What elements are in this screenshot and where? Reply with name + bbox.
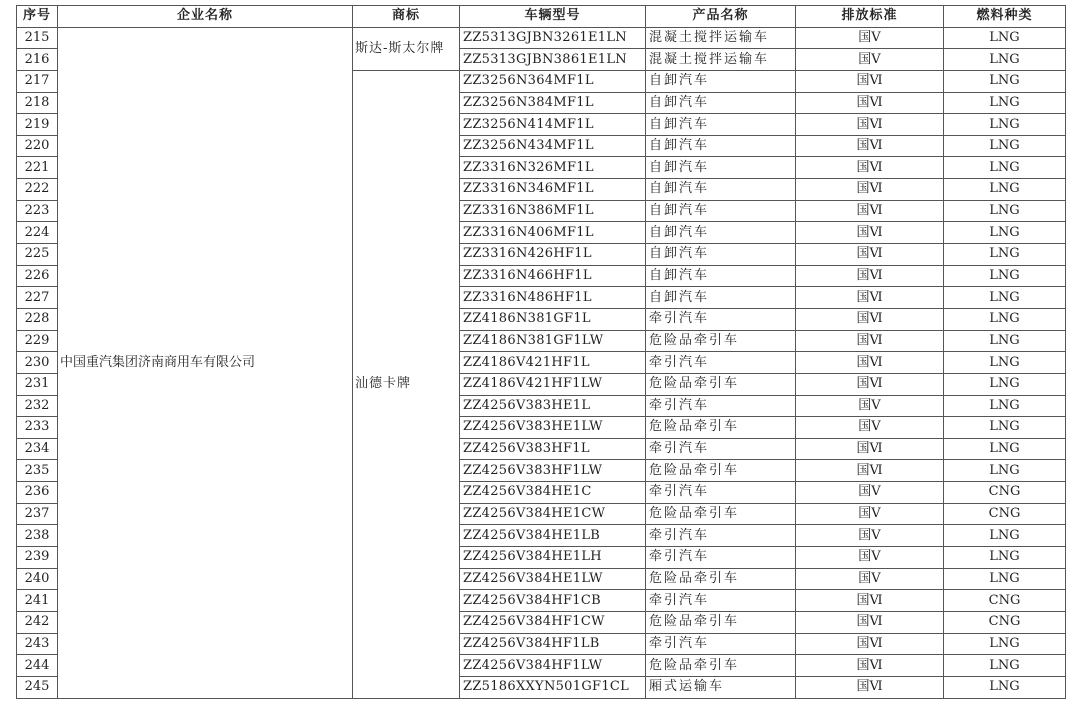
seq-cell: 224 — [17, 222, 58, 244]
emission-standard-cell: 国Ⅴ — [796, 417, 944, 439]
seq-cell: 225 — [17, 244, 58, 266]
emission-standard-cell: 国Ⅴ — [796, 395, 944, 417]
seq-cell: 218 — [17, 92, 58, 114]
emission-standard-cell: 国Ⅵ — [796, 438, 944, 460]
fuel-type-cell: LNG — [944, 200, 1066, 222]
seq-cell: 241 — [17, 590, 58, 612]
product-name-cell: 自卸汽车 — [646, 92, 796, 114]
product-name-cell: 自卸汽车 — [646, 244, 796, 266]
fuel-type-cell: LNG — [944, 373, 1066, 395]
emission-standard-cell: 国Ⅵ — [796, 373, 944, 395]
fuel-type-cell: LNG — [944, 308, 1066, 330]
seq-cell: 234 — [17, 438, 58, 460]
seq-cell: 236 — [17, 482, 58, 504]
product-name-cell: 自卸汽车 — [646, 200, 796, 222]
product-name-cell: 厢式运输车 — [646, 676, 796, 698]
emission-standard-cell: 国Ⅵ — [796, 655, 944, 677]
seq-cell: 229 — [17, 330, 58, 352]
model-cell: ZZ4186V421HF1LW — [460, 373, 646, 395]
fuel-type-cell: LNG — [944, 395, 1066, 417]
product-name-cell: 牵引汽车 — [646, 308, 796, 330]
header-seq: 序号 — [17, 6, 58, 28]
product-name-cell: 混凝土搅拌运输车 — [646, 27, 796, 49]
emission-standard-cell: 国Ⅴ — [796, 568, 944, 590]
emission-standard-cell: 国Ⅵ — [796, 70, 944, 92]
seq-cell: 219 — [17, 114, 58, 136]
emission-standard-cell: 国Ⅵ — [796, 308, 944, 330]
fuel-type-cell: LNG — [944, 157, 1066, 179]
model-cell: ZZ4186N381GF1L — [460, 308, 646, 330]
model-cell: ZZ4256V384HE1CW — [460, 503, 646, 525]
product-name-cell: 危险品牵引车 — [646, 611, 796, 633]
fuel-type-cell: LNG — [944, 222, 1066, 244]
fuel-type-cell: LNG — [944, 287, 1066, 309]
emission-standard-cell: 国Ⅵ — [796, 676, 944, 698]
product-name-cell: 牵引汽车 — [646, 482, 796, 504]
fuel-type-cell: LNG — [944, 417, 1066, 439]
emission-standard-cell: 国Ⅵ — [796, 287, 944, 309]
emission-standard-cell: 国Ⅴ — [796, 27, 944, 49]
emission-standard-cell: 国Ⅵ — [796, 590, 944, 612]
seq-cell: 227 — [17, 287, 58, 309]
seq-cell: 215 — [17, 27, 58, 49]
product-name-cell: 牵引汽车 — [646, 633, 796, 655]
seq-cell: 230 — [17, 352, 58, 374]
model-cell: ZZ4256V384HF1LB — [460, 633, 646, 655]
model-cell: ZZ3316N386MF1L — [460, 200, 646, 222]
emission-standard-cell: 国Ⅵ — [796, 265, 944, 287]
product-name-cell: 牵引汽车 — [646, 438, 796, 460]
product-name-cell: 牵引汽车 — [646, 590, 796, 612]
product-name-cell: 牵引汽车 — [646, 525, 796, 547]
emission-standard-cell: 国Ⅴ — [796, 49, 944, 71]
product-name-cell: 自卸汽车 — [646, 157, 796, 179]
model-cell: ZZ4256V384HF1CB — [460, 590, 646, 612]
seq-cell: 221 — [17, 157, 58, 179]
emission-standard-cell: 国Ⅴ — [796, 525, 944, 547]
model-cell: ZZ3316N466HF1L — [460, 265, 646, 287]
fuel-type-cell: LNG — [944, 135, 1066, 157]
seq-cell: 217 — [17, 70, 58, 92]
model-cell: ZZ4256V384HE1LB — [460, 525, 646, 547]
seq-cell: 238 — [17, 525, 58, 547]
fuel-type-cell: CNG — [944, 503, 1066, 525]
seq-cell: 233 — [17, 417, 58, 439]
seq-cell: 222 — [17, 179, 58, 201]
fuel-type-cell: LNG — [944, 244, 1066, 266]
model-cell: ZZ4186N381GF1LW — [460, 330, 646, 352]
emission-standard-cell: 国Ⅵ — [796, 200, 944, 222]
fuel-type-cell: LNG — [944, 676, 1066, 698]
emission-standard-cell: 国Ⅵ — [796, 222, 944, 244]
model-cell: ZZ4256V384HF1CW — [460, 611, 646, 633]
header-model: 车辆型号 — [460, 6, 646, 28]
emission-standard-cell: 国Ⅵ — [796, 114, 944, 136]
emission-standard-cell: 国Ⅵ — [796, 352, 944, 374]
seq-cell: 223 — [17, 200, 58, 222]
header-product: 产品名称 — [646, 6, 796, 28]
emission-standard-cell: 国Ⅵ — [796, 460, 944, 482]
company-cell: 中国重汽集团济南商用车有限公司 — [58, 27, 353, 698]
product-name-cell: 牵引汽车 — [646, 547, 796, 569]
seq-cell: 216 — [17, 49, 58, 71]
model-cell: ZZ3316N426HF1L — [460, 244, 646, 266]
fuel-type-cell: CNG — [944, 590, 1066, 612]
seq-cell: 245 — [17, 676, 58, 698]
model-cell: ZZ4256V383HF1L — [460, 438, 646, 460]
emission-standard-cell: 国Ⅵ — [796, 92, 944, 114]
header-fuel: 燃料种类 — [944, 6, 1066, 28]
vehicle-catalog-table — [16, 5, 1066, 699]
model-cell: ZZ5186XXYN501GF1CL — [460, 676, 646, 698]
emission-standard-cell: 国Ⅵ — [796, 611, 944, 633]
product-name-cell: 自卸汽车 — [646, 265, 796, 287]
model-cell: ZZ4256V383HE1LW — [460, 417, 646, 439]
product-name-cell: 牵引汽车 — [646, 395, 796, 417]
product-name-cell: 危险品牵引车 — [646, 655, 796, 677]
product-name-cell: 自卸汽车 — [646, 135, 796, 157]
product-name-cell: 危险品牵引车 — [646, 568, 796, 590]
model-cell: ZZ3256N414MF1L — [460, 114, 646, 136]
seq-cell: 231 — [17, 373, 58, 395]
fuel-type-cell: LNG — [944, 633, 1066, 655]
product-name-cell: 危险品牵引车 — [646, 503, 796, 525]
emission-standard-cell: 国Ⅵ — [796, 633, 944, 655]
product-name-cell: 危险品牵引车 — [646, 417, 796, 439]
emission-standard-cell: 国Ⅴ — [796, 547, 944, 569]
model-cell: ZZ5313GJBN3861E1LN — [460, 49, 646, 71]
product-name-cell: 危险品牵引车 — [646, 330, 796, 352]
fuel-type-cell: LNG — [944, 70, 1066, 92]
model-cell: ZZ3316N406MF1L — [460, 222, 646, 244]
model-cell: ZZ5313GJBN3261E1LN — [460, 27, 646, 49]
product-name-cell: 混凝土搅拌运输车 — [646, 49, 796, 71]
fuel-type-cell: LNG — [944, 655, 1066, 677]
model-cell: ZZ3256N434MF1L — [460, 135, 646, 157]
emission-standard-cell: 国Ⅵ — [796, 157, 944, 179]
model-cell: ZZ4256V383HF1LW — [460, 460, 646, 482]
model-cell: ZZ3316N326MF1L — [460, 157, 646, 179]
model-cell: ZZ3256N364MF1L — [460, 70, 646, 92]
emission-standard-cell: 国Ⅵ — [796, 330, 944, 352]
model-cell: ZZ4256V383HE1L — [460, 395, 646, 417]
seq-cell: 243 — [17, 633, 58, 655]
fuel-type-cell: CNG — [944, 611, 1066, 633]
fuel-type-cell: LNG — [944, 330, 1066, 352]
fuel-type-cell: LNG — [944, 92, 1066, 114]
brand-cell: 斯达-斯太尔牌 — [353, 27, 460, 70]
product-name-cell: 自卸汽车 — [646, 222, 796, 244]
model-cell: ZZ3256N384MF1L — [460, 92, 646, 114]
seq-cell: 220 — [17, 135, 58, 157]
seq-cell: 244 — [17, 655, 58, 677]
fuel-type-cell: LNG — [944, 352, 1066, 374]
model-cell: ZZ4256V384HE1LW — [460, 568, 646, 590]
fuel-type-cell: CNG — [944, 482, 1066, 504]
fuel-type-cell: LNG — [944, 525, 1066, 547]
fuel-type-cell: LNG — [944, 547, 1066, 569]
model-cell: ZZ3316N346MF1L — [460, 179, 646, 201]
header-row — [17, 6, 1066, 28]
header-emission: 排放标准 — [796, 6, 944, 28]
fuel-type-cell: LNG — [944, 438, 1066, 460]
model-cell: ZZ4256V384HE1C — [460, 482, 646, 504]
emission-standard-cell: 国Ⅴ — [796, 482, 944, 504]
brand-cell: 汕德卡牌 — [353, 70, 460, 698]
header-company: 企业名称 — [58, 6, 353, 28]
seq-cell: 228 — [17, 308, 58, 330]
seq-cell: 237 — [17, 503, 58, 525]
product-name-cell: 自卸汽车 — [646, 70, 796, 92]
product-name-cell: 自卸汽车 — [646, 287, 796, 309]
fuel-type-cell: LNG — [944, 460, 1066, 482]
seq-cell: 239 — [17, 547, 58, 569]
seq-cell: 235 — [17, 460, 58, 482]
seq-cell: 240 — [17, 568, 58, 590]
seq-cell: 242 — [17, 611, 58, 633]
fuel-type-cell: LNG — [944, 265, 1066, 287]
model-cell: ZZ4256V384HE1LH — [460, 547, 646, 569]
product-name-cell: 自卸汽车 — [646, 114, 796, 136]
table-row — [17, 27, 1066, 49]
fuel-type-cell: LNG — [944, 568, 1066, 590]
seq-cell: 232 — [17, 395, 58, 417]
fuel-type-cell: LNG — [944, 27, 1066, 49]
product-name-cell: 危险品牵引车 — [646, 460, 796, 482]
fuel-type-cell: LNG — [944, 179, 1066, 201]
model-cell: ZZ4256V384HF1LW — [460, 655, 646, 677]
product-name-cell: 自卸汽车 — [646, 179, 796, 201]
fuel-type-cell: LNG — [944, 114, 1066, 136]
emission-standard-cell: 国Ⅵ — [796, 135, 944, 157]
product-name-cell: 牵引汽车 — [646, 352, 796, 374]
emission-standard-cell: 国Ⅴ — [796, 503, 944, 525]
model-cell: ZZ3316N486HF1L — [460, 287, 646, 309]
emission-standard-cell: 国Ⅵ — [796, 179, 944, 201]
fuel-type-cell: LNG — [944, 49, 1066, 71]
table-body — [17, 27, 1066, 698]
emission-standard-cell: 国Ⅵ — [796, 244, 944, 266]
product-name-cell: 危险品牵引车 — [646, 373, 796, 395]
header-brand: 商标 — [353, 6, 460, 28]
model-cell: ZZ4186V421HF1L — [460, 352, 646, 374]
seq-cell: 226 — [17, 265, 58, 287]
